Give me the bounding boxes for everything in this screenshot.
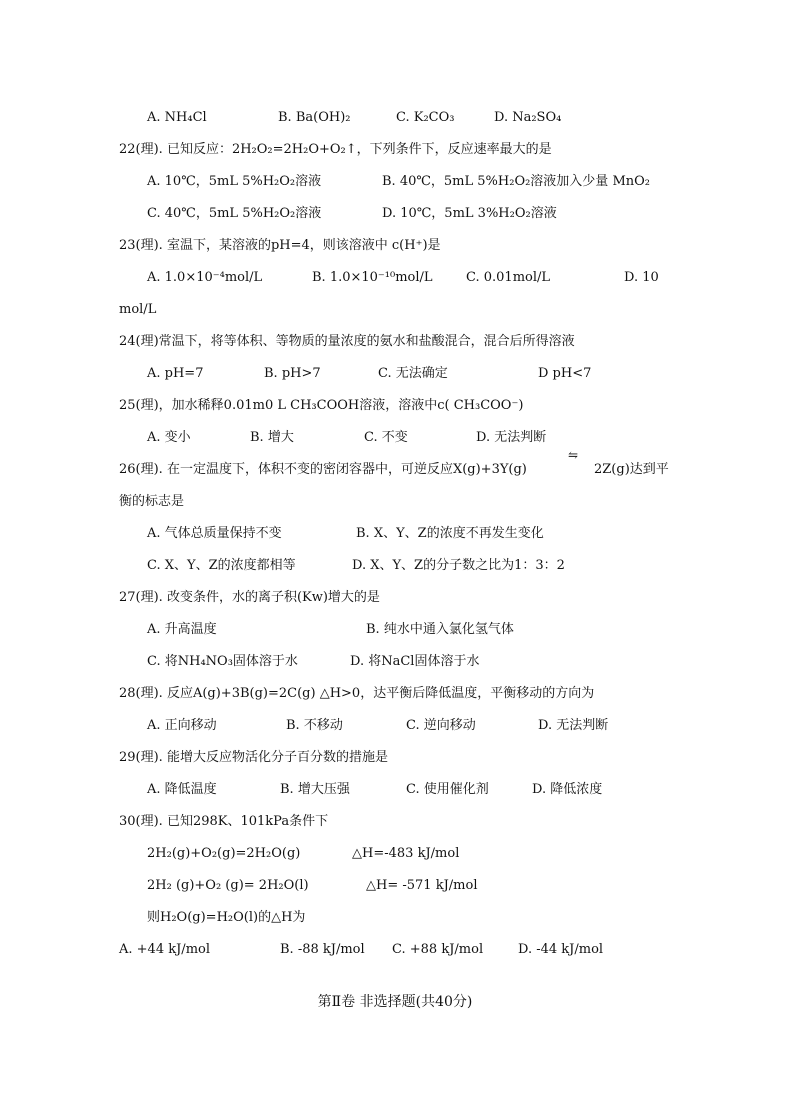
q29-stem: 29(理). 能增大反应物活化分子百分数的措施是 — [119, 750, 388, 765]
q30-question: 则H₂O(g)=H₂O(l)的△H为 — [147, 910, 306, 925]
q23-option-c: C. 0.01mol/L — [466, 270, 551, 285]
q24-option-b: B. pH>7 — [264, 366, 321, 381]
q22-option-c: C. 40℃，5mL 5%H₂O₂溶液 — [147, 206, 322, 221]
q28-option-a: A. 正向移动 — [147, 718, 217, 733]
q30-option-a: A. +44 kJ/mol — [119, 942, 210, 957]
q23-option-d-continued: mol/L — [119, 302, 157, 317]
q23-option-b: B. 1.0×10⁻¹⁰mol/L — [312, 270, 433, 285]
q26-stem-continued: 衡的标志是 — [119, 494, 185, 509]
q26-option-a: A. 气体总质量保持不变 — [147, 526, 282, 541]
q25-option-a: A. 变小 — [147, 430, 191, 445]
q30-equation-2: 2H₂ (g)+O₂ (g)= 2H₂O(l) — [147, 878, 309, 893]
q27-option-c: C. 将NH₄NO₃固体溶于水 — [147, 654, 298, 669]
q27-option-a: A. 升高温度 — [147, 622, 217, 637]
q25-stem: 25(理)，加水稀释0.01m0 L CH₃COOH溶液，溶液中c( CH₃COO⁻) — [119, 398, 524, 413]
q24-stem: 24(理)常温下，将等体积、等物质的量浓度的氨水和盐酸混合，混合后所得溶液 — [119, 334, 575, 349]
q27-option-b: B. 纯水中通入氯化氢气体 — [366, 622, 514, 637]
q30-stem: 30(理). 已知298K、101kPa条件下 — [119, 814, 329, 829]
q30-enthalpy-1: △H=-483 kJ/mol — [352, 846, 460, 861]
q27-stem: 27(理). 改变条件，水的离子积(Kw)增大的是 — [119, 590, 380, 605]
q25-option-d: D. 无法判断 — [476, 430, 547, 445]
q26-option-b: B. X、Y、Z的浓度不再发生变化 — [356, 526, 544, 541]
q25-option-b: B. 增大 — [250, 430, 294, 445]
q21-option-a: A. NH₄Cl — [147, 110, 207, 125]
q30-option-c: C. +88 kJ/mol — [392, 942, 484, 957]
q22-option-d: D. 10℃，5mL 3%H₂O₂溶液 — [382, 206, 557, 221]
q29-option-d: D. 降低浓度 — [532, 782, 603, 797]
q22-option-b: B. 40℃，5mL 5%H₂O₂溶液加入少量 MnO₂ — [382, 174, 650, 189]
q29-option-c: C. 使用催化剂 — [406, 782, 489, 797]
section-heading: 第Ⅱ卷 非选择题(共40分) — [317, 994, 473, 1010]
q21-option-d: D. Na₂SO₄ — [494, 110, 562, 125]
q29-option-a: A. 降低温度 — [147, 782, 217, 797]
q28-stem: 28(理). 反应A(g)+3B(g)=2C(g) △H>0，达平衡后降低温度，平衡移动的方向为 — [119, 686, 595, 701]
q28-option-c: C. 逆向移动 — [406, 718, 476, 733]
q24-option-d: D pH<7 — [538, 366, 592, 381]
q21-option-b: B. Ba(OH)₂ — [278, 110, 351, 125]
q30-equation-1: 2H₂(g)+O₂(g)=2H₂O(g) — [147, 846, 301, 861]
q27-option-d: D. 将NaCl固体溶于水 — [350, 654, 480, 669]
q23-option-d: D. 10 — [624, 270, 659, 285]
q26-stem-end: 2Z(g)达到平 — [594, 462, 669, 477]
q23-stem: 23(理). 室温下，某溶液的pH=4，则该溶液中 c(H⁺)是 — [119, 238, 441, 253]
q25-option-c: C. 不变 — [364, 430, 408, 445]
q26-stem: 26(理). 在一定温度下，体积不变的密闭容器中，可逆反应X(g)+3Y(g) — [119, 462, 527, 477]
equilibrium-arrow: ⇋ — [568, 448, 579, 462]
q28-option-b: B. 不移动 — [286, 718, 343, 733]
q28-option-d: D. 无法判断 — [538, 718, 609, 733]
q21-option-c: C. K₂CO₃ — [396, 110, 455, 125]
q22-stem: 22(理). 已知反应：2H₂O₂=2H₂O+O₂↑，下列条件下，反应速率最大的是 — [119, 142, 552, 157]
q24-option-a: A. pH=7 — [147, 366, 204, 381]
q23-option-a: A. 1.0×10⁻⁴mol/L — [147, 270, 263, 285]
q26-option-c: C. X、Y、Z的浓度都相等 — [147, 558, 296, 573]
q22-option-a: A. 10℃，5mL 5%H₂O₂溶液 — [147, 174, 322, 189]
q30-enthalpy-2: △H= -571 kJ/mol — [366, 878, 478, 893]
q26-option-d: D. X、Y、Z的分子数之比为1：3：2 — [352, 558, 565, 573]
q29-option-b: B. 增大压强 — [280, 782, 350, 797]
q30-option-b: B. -88 kJ/mol — [280, 942, 365, 957]
q30-option-d: D. -44 kJ/mol — [518, 942, 604, 957]
q24-option-c: C. 无法确定 — [378, 366, 448, 381]
